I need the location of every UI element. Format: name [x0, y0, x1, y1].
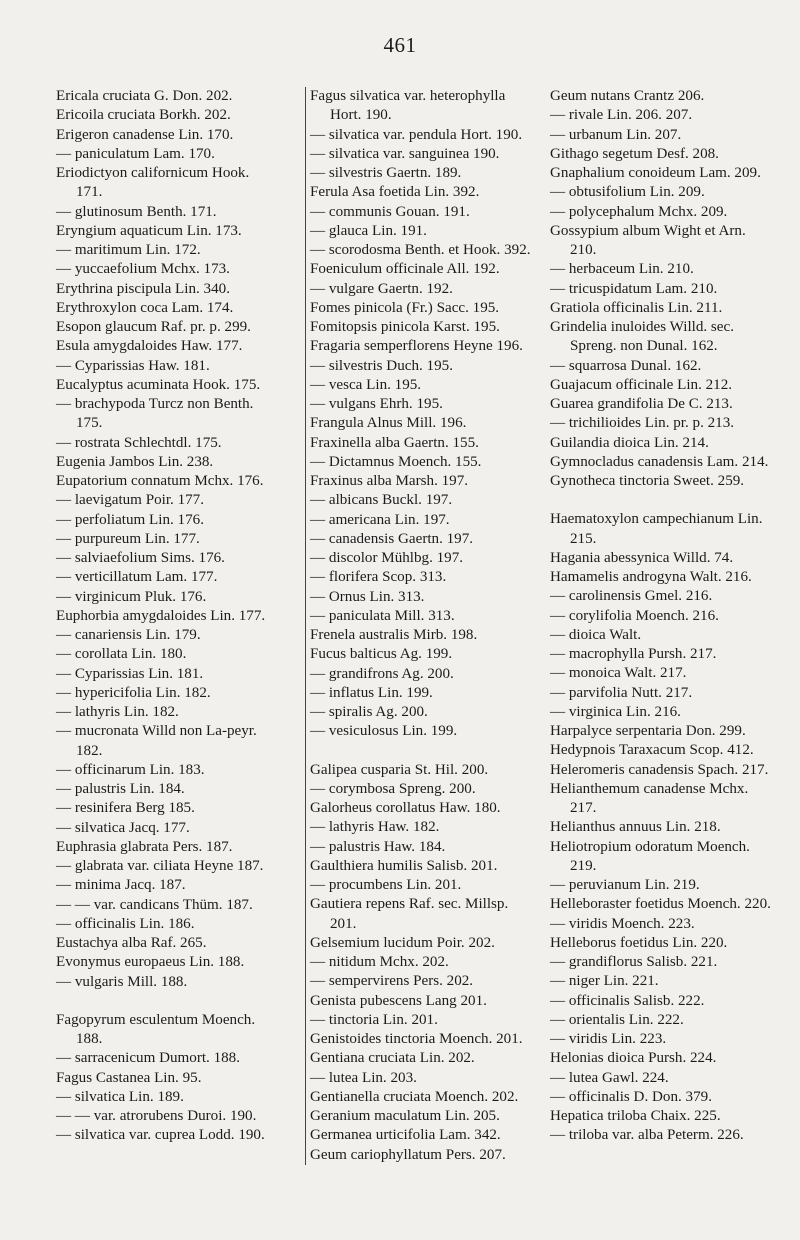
- index-column-2: [305, 87, 532, 1165]
- index-entry: Guilandia dioica Lin. 214.: [550, 434, 709, 451]
- index-entry: — viridis Moench. 223.: [550, 915, 695, 932]
- index-entry: Gnaphalium conoideum Lam. 209.: [550, 165, 761, 181]
- index-entry: — silvestris Duch. 195.: [310, 357, 453, 374]
- index-entry: Foeniculum officinale All. 192.: [310, 261, 500, 278]
- index-entry: Hamamelis androgyna Walt. 216.: [550, 569, 752, 585]
- index-entry: — vesiculosus Lin. 199.: [310, 723, 458, 740]
- index-entry: — procumbens Lin. 201.: [310, 877, 462, 893]
- index-entry: — canariensis Lin. 179.: [56, 627, 201, 643]
- index-entry: Eupatorium connatum Mchx. 176.: [56, 473, 264, 489]
- index-entry: — corylifolia Moench. 216.: [550, 607, 719, 624]
- index-entry: — paniculatum Lam. 170.: [56, 145, 215, 162]
- index-entry: — glutinosum Benth. 171.: [56, 203, 217, 220]
- index-entry: — spiralis Ag. 200.: [310, 704, 428, 720]
- index-entry: — — var. candicans Thüm. 187.: [56, 896, 253, 913]
- index-entry: Hagania abessynica Willd. 74.: [550, 549, 734, 566]
- index-entry: Fagopyrum esculentum Moench. 188.: [56, 1011, 256, 1047]
- index-entry: Germanea urticifolia Lam. 342.: [310, 1127, 501, 1144]
- index-entry: — niger Lin. 221.: [550, 973, 659, 990]
- index-entry: Galorheus corollatus Haw. 180.: [310, 800, 501, 816]
- index-entry: Genistoides tinctoria Moench. 201.: [310, 1031, 523, 1047]
- index-entry: — corollata Lin. 180.: [56, 646, 187, 663]
- index-entry: — officinalis Lin. 186.: [56, 915, 195, 932]
- index-entry: — vulgaris Mill. 188.: [56, 973, 188, 990]
- index-entry: Euphrasia glabrata Pers. 187.: [56, 838, 233, 855]
- index-entry: — laevigatum Poir. 177.: [56, 492, 204, 509]
- index-entry: — perfoliatum Lin. 176.: [56, 511, 204, 528]
- index-entry: — palustris Lin. 184.: [56, 781, 185, 797]
- index-column-3: [550, 87, 772, 1146]
- index-entry: Frenela australis Mirb. 198.: [310, 627, 478, 643]
- index-entry: — silvatica var. cuprea Lodd. 190.: [56, 1127, 265, 1144]
- index-entry: Fraxinus alba Marsh. 197.: [310, 473, 469, 489]
- index-entry: — rostrata Schlechtdl. 175.: [56, 434, 222, 451]
- index-entry: Galipea cusparia St. Hil. 200.: [310, 761, 489, 778]
- index-entry: — triloba var. alba Peterm. 226.: [550, 1127, 744, 1144]
- index-entry: Erythrina piscipula Lin. 340.: [56, 280, 230, 297]
- index-entry: Esopon glaucum Raf. pr. p. 299.: [56, 319, 251, 335]
- index-entry: — communis Gouan. 191.: [310, 203, 470, 220]
- index-entry: — obtusifolium Lin. 209.: [550, 184, 705, 201]
- index-entry: Ericoila cruciata Borkh. 202.: [56, 107, 231, 124]
- index-entry: Ericala cruciata G. Don. 202.: [56, 88, 233, 104]
- index-entry: — nitidum Mchx. 202.: [310, 954, 449, 970]
- index-entry: Hedypnois Taraxacum Scop. 412.: [550, 742, 754, 759]
- index-entry: Githago segetum Desf. 208.: [550, 145, 719, 162]
- index-entry: — lathyris Lin. 182.: [56, 704, 179, 720]
- index-entry: Gaulthiera humilis Salisb. 201.: [310, 857, 498, 874]
- index-entry: Geum nutans Crantz 206.: [550, 88, 705, 104]
- index-entry: — lutea Gawl. 224.: [550, 1069, 669, 1086]
- index-entry: Geranium maculatum Lin. 205.: [310, 1108, 500, 1124]
- index-entry: — paniculata Mill. 313.: [310, 607, 455, 624]
- index-entry: — virginica Lin. 216.: [550, 703, 681, 720]
- index-entry: — squarrosa Dunal. 162.: [550, 357, 702, 374]
- index-entry: — dioica Walt.: [550, 626, 642, 643]
- index-column-1: [56, 87, 278, 1146]
- index-entry: Eryngium aquaticum Lin. 173.: [56, 222, 242, 239]
- index-entry: Helleboraster foetidus Moench. 220.: [550, 896, 771, 913]
- index-entry: Fagus silvatica var. heterophylla Hort. 190.: [310, 88, 506, 124]
- index-entry: — vulgare Gaertn. 192.: [310, 280, 453, 297]
- index-entry: — brachypoda Turcz non Benth. 175.: [56, 396, 254, 432]
- index-entry: Erythroxylon coca Lam. 174.: [56, 299, 234, 316]
- index-entry: Eucalyptus acuminata Hook. 175.: [56, 376, 261, 393]
- section-gap: [310, 742, 532, 761]
- index-entry: Genista pubescens Lang 201.: [310, 992, 487, 1009]
- index-entry: — tinctoria Lin. 201.: [310, 1011, 438, 1028]
- index-entry: Grindelia inuloides Willd. sec. Spreng. non Dunal. 162.: [550, 319, 734, 355]
- index-entry: Fomes pinicola (Fr.) Sacc. 195.: [310, 299, 500, 316]
- index-entry: Harpalyce serpentaria Don. 299.: [550, 723, 746, 739]
- index-entry: — verticillatum Lam. 177.: [56, 569, 218, 586]
- index-entry: Helianthemum canadense Mchx. 217.: [550, 780, 749, 816]
- index-entry: — grandifrons Ag. 200.: [310, 665, 454, 682]
- index-entry: Guajacum officinale Lin. 212.: [550, 376, 733, 393]
- index-entry: — lathyris Haw. 182.: [310, 819, 440, 836]
- index-entry: Gratiola officinalis Lin. 211.: [550, 299, 723, 316]
- index-entry: — glabrata var. ciliata Heyne 187.: [56, 858, 264, 874]
- index-entry: — silvatica Jacq. 177.: [56, 819, 190, 836]
- index-entry: Fomitopsis pinicola Karst. 195.: [310, 319, 500, 335]
- index-entry: Ferula Asa foetida Lin. 392.: [310, 184, 480, 201]
- index-entry: — officinarum Lin. 183.: [56, 761, 205, 778]
- section-gap: [550, 491, 772, 510]
- index-entry: Hepatica triloba Chaix. 225.: [550, 1108, 721, 1124]
- index-entry: Evonymus europaeus Lin. 188.: [56, 954, 245, 971]
- index-entry: Eustachya alba Raf. 265.: [56, 935, 207, 951]
- index-entry: — officinalis Salisb. 222.: [550, 992, 705, 1009]
- index-entry: — discolor Mühlbg. 197.: [310, 550, 464, 566]
- index-entry: — carolinensis Gmel. 216.: [550, 588, 713, 605]
- index-entry: Gautiera repens Raf. sec. Millsp. 201.: [310, 896, 509, 932]
- index-entry: — mucronata Willd non La-peyr. 182.: [56, 723, 257, 759]
- index-entry: — urbanum Lin. 207.: [550, 126, 682, 143]
- index-entry: — corymbosa Spreng. 200.: [310, 780, 476, 797]
- index-entry: — inflatus Lin. 199.: [310, 684, 433, 701]
- section-gap: [56, 992, 278, 1011]
- index-entry: Gentianella cruciata Moench. 202.: [310, 1088, 519, 1105]
- index-entry: — tricuspidatum Lam. 210.: [550, 280, 718, 297]
- index-entry: Erigeron canadense Lin. 170.: [56, 126, 234, 143]
- index-entry: — Cyparissias Haw. 181.: [56, 357, 210, 374]
- index-entry: — orientalis Lin. 222.: [550, 1011, 684, 1028]
- index-entry: Haematoxylon campechianum Lin. 215.: [550, 511, 763, 547]
- index-entry: — parvifolia Nutt. 217.: [550, 684, 693, 701]
- index-entry: Heleromeris canadensis Spach. 217.: [550, 761, 769, 778]
- index-entry: Guarea grandifolia De C. 213.: [550, 396, 733, 412]
- index-entry: — salviaefolium Sims. 176.: [56, 550, 225, 566]
- index-entry: — canadensis Gaertn. 197.: [310, 530, 474, 547]
- index-entry: — silvatica var. pendula Hort. 190.: [310, 126, 523, 143]
- index-entry: — polycephalum Mchx. 209.: [550, 203, 728, 220]
- index-entry: — glauca Lin. 191.: [310, 222, 427, 239]
- index-entry: — americana Lin. 197.: [310, 511, 450, 528]
- index-entry: — purpureum Lin. 177.: [56, 530, 200, 547]
- index-entry: — viridis Lin. 223.: [550, 1031, 667, 1047]
- index-entry: — Ornus Lin. 313.: [310, 588, 425, 605]
- index-entry: Fagus Castanea Lin. 95.: [56, 1069, 202, 1086]
- index-entry: Eriodictyon californicum Hook. 171.: [56, 165, 250, 201]
- index-entry: — hypericifolia Lin. 182.: [56, 684, 211, 701]
- index-entry: — albicans Buckl. 197.: [310, 492, 453, 509]
- index-entry: — vulgans Ehrh. 195.: [310, 396, 443, 412]
- index-entry: — sarracenicum Dumort. 188.: [56, 1050, 241, 1067]
- index-entry: — virginicum Pluk. 176.: [56, 588, 207, 605]
- index-entry: — resinifera Berg 185.: [56, 800, 195, 817]
- index-entry: Gentiana cruciata Lin. 202.: [310, 1050, 475, 1067]
- index-entry: — palustris Haw. 184.: [310, 838, 446, 855]
- index-entry: Fraxinella alba Gaertn. 155.: [310, 434, 479, 451]
- index-entry: — monoica Walt. 217.: [550, 665, 687, 682]
- index-entry: Helonias dioica Pursh. 224.: [550, 1050, 717, 1067]
- index-entry: Fucus balticus Ag. 199.: [310, 646, 453, 663]
- index-entry: — rivale Lin. 206. 207.: [550, 107, 693, 124]
- index-entry: — silvatica var. sanguinea 190.: [310, 145, 500, 162]
- page-number: 461: [383, 33, 417, 57]
- index-entry: — Dictamnus Moench. 155.: [310, 453, 482, 470]
- index-entry: Helianthus annuus Lin. 218.: [550, 819, 721, 836]
- index-entry: — peruvianum Lin. 219.: [550, 877, 700, 893]
- index-entry: Esula amygdaloides Haw. 177.: [56, 338, 243, 355]
- index-entry: Geum cariophyllatum Pers. 207.: [310, 1146, 506, 1163]
- index-entry: — grandiflorus Salisb. 221.: [550, 954, 718, 970]
- index-entry: — silvestris Gaertn. 189.: [310, 165, 462, 181]
- index-entry: — herbaceum Lin. 210.: [550, 261, 694, 278]
- index-entry: — scorodosma Benth. et Hook. 392.: [310, 242, 531, 258]
- index-entry: — yuccaefolium Mchx. 173.: [56, 261, 230, 278]
- index-entry: — vesca Lin. 195.: [310, 376, 422, 393]
- index-entry: — — var. atrorubens Duroi. 190.: [56, 1108, 257, 1124]
- index-entry: — maritimum Lin. 172.: [56, 242, 201, 258]
- index-entry: — lutea Lin. 203.: [310, 1069, 417, 1086]
- index-entry: Fragaria semperflorens Heyne 196.: [310, 338, 523, 355]
- index-entry: Gymnocladus canadensis Lam. 214.: [550, 453, 769, 470]
- index-entry: — Cyparissias Lin. 181.: [56, 665, 204, 682]
- index-entry: — silvatica Lin. 189.: [56, 1088, 184, 1105]
- index-entry: Eugenia Jambos Lin. 238.: [56, 453, 214, 470]
- index-entry: — minima Jacq. 187.: [56, 877, 186, 894]
- index-entry: Frangula Alnus Mill. 196.: [310, 415, 467, 432]
- index-entry: — officinalis D. Don. 379.: [550, 1088, 712, 1105]
- index-entry: Gossypium album Wight et Arn. 210.: [550, 222, 746, 258]
- index-entry: Gelsemium lucidum Poir. 202.: [310, 934, 495, 951]
- index-entry: Heliotropium odoratum Moench. 219.: [550, 838, 750, 874]
- index-entry: Gynotheca tinctoria Sweet. 259.: [550, 473, 745, 489]
- index-entry: Euphorbia amygdaloides Lin. 177.: [56, 607, 266, 624]
- index-entry: — sempervirens Pers. 202.: [310, 973, 474, 990]
- index-entry: — florifera Scop. 313.: [310, 569, 447, 586]
- index-entry: — trichilioides Lin. pr. p. 213.: [550, 415, 735, 432]
- index-entry: Helleborus foetidus Lin. 220.: [550, 934, 728, 951]
- index-entry: — macrophylla Pursh. 217.: [550, 646, 717, 662]
